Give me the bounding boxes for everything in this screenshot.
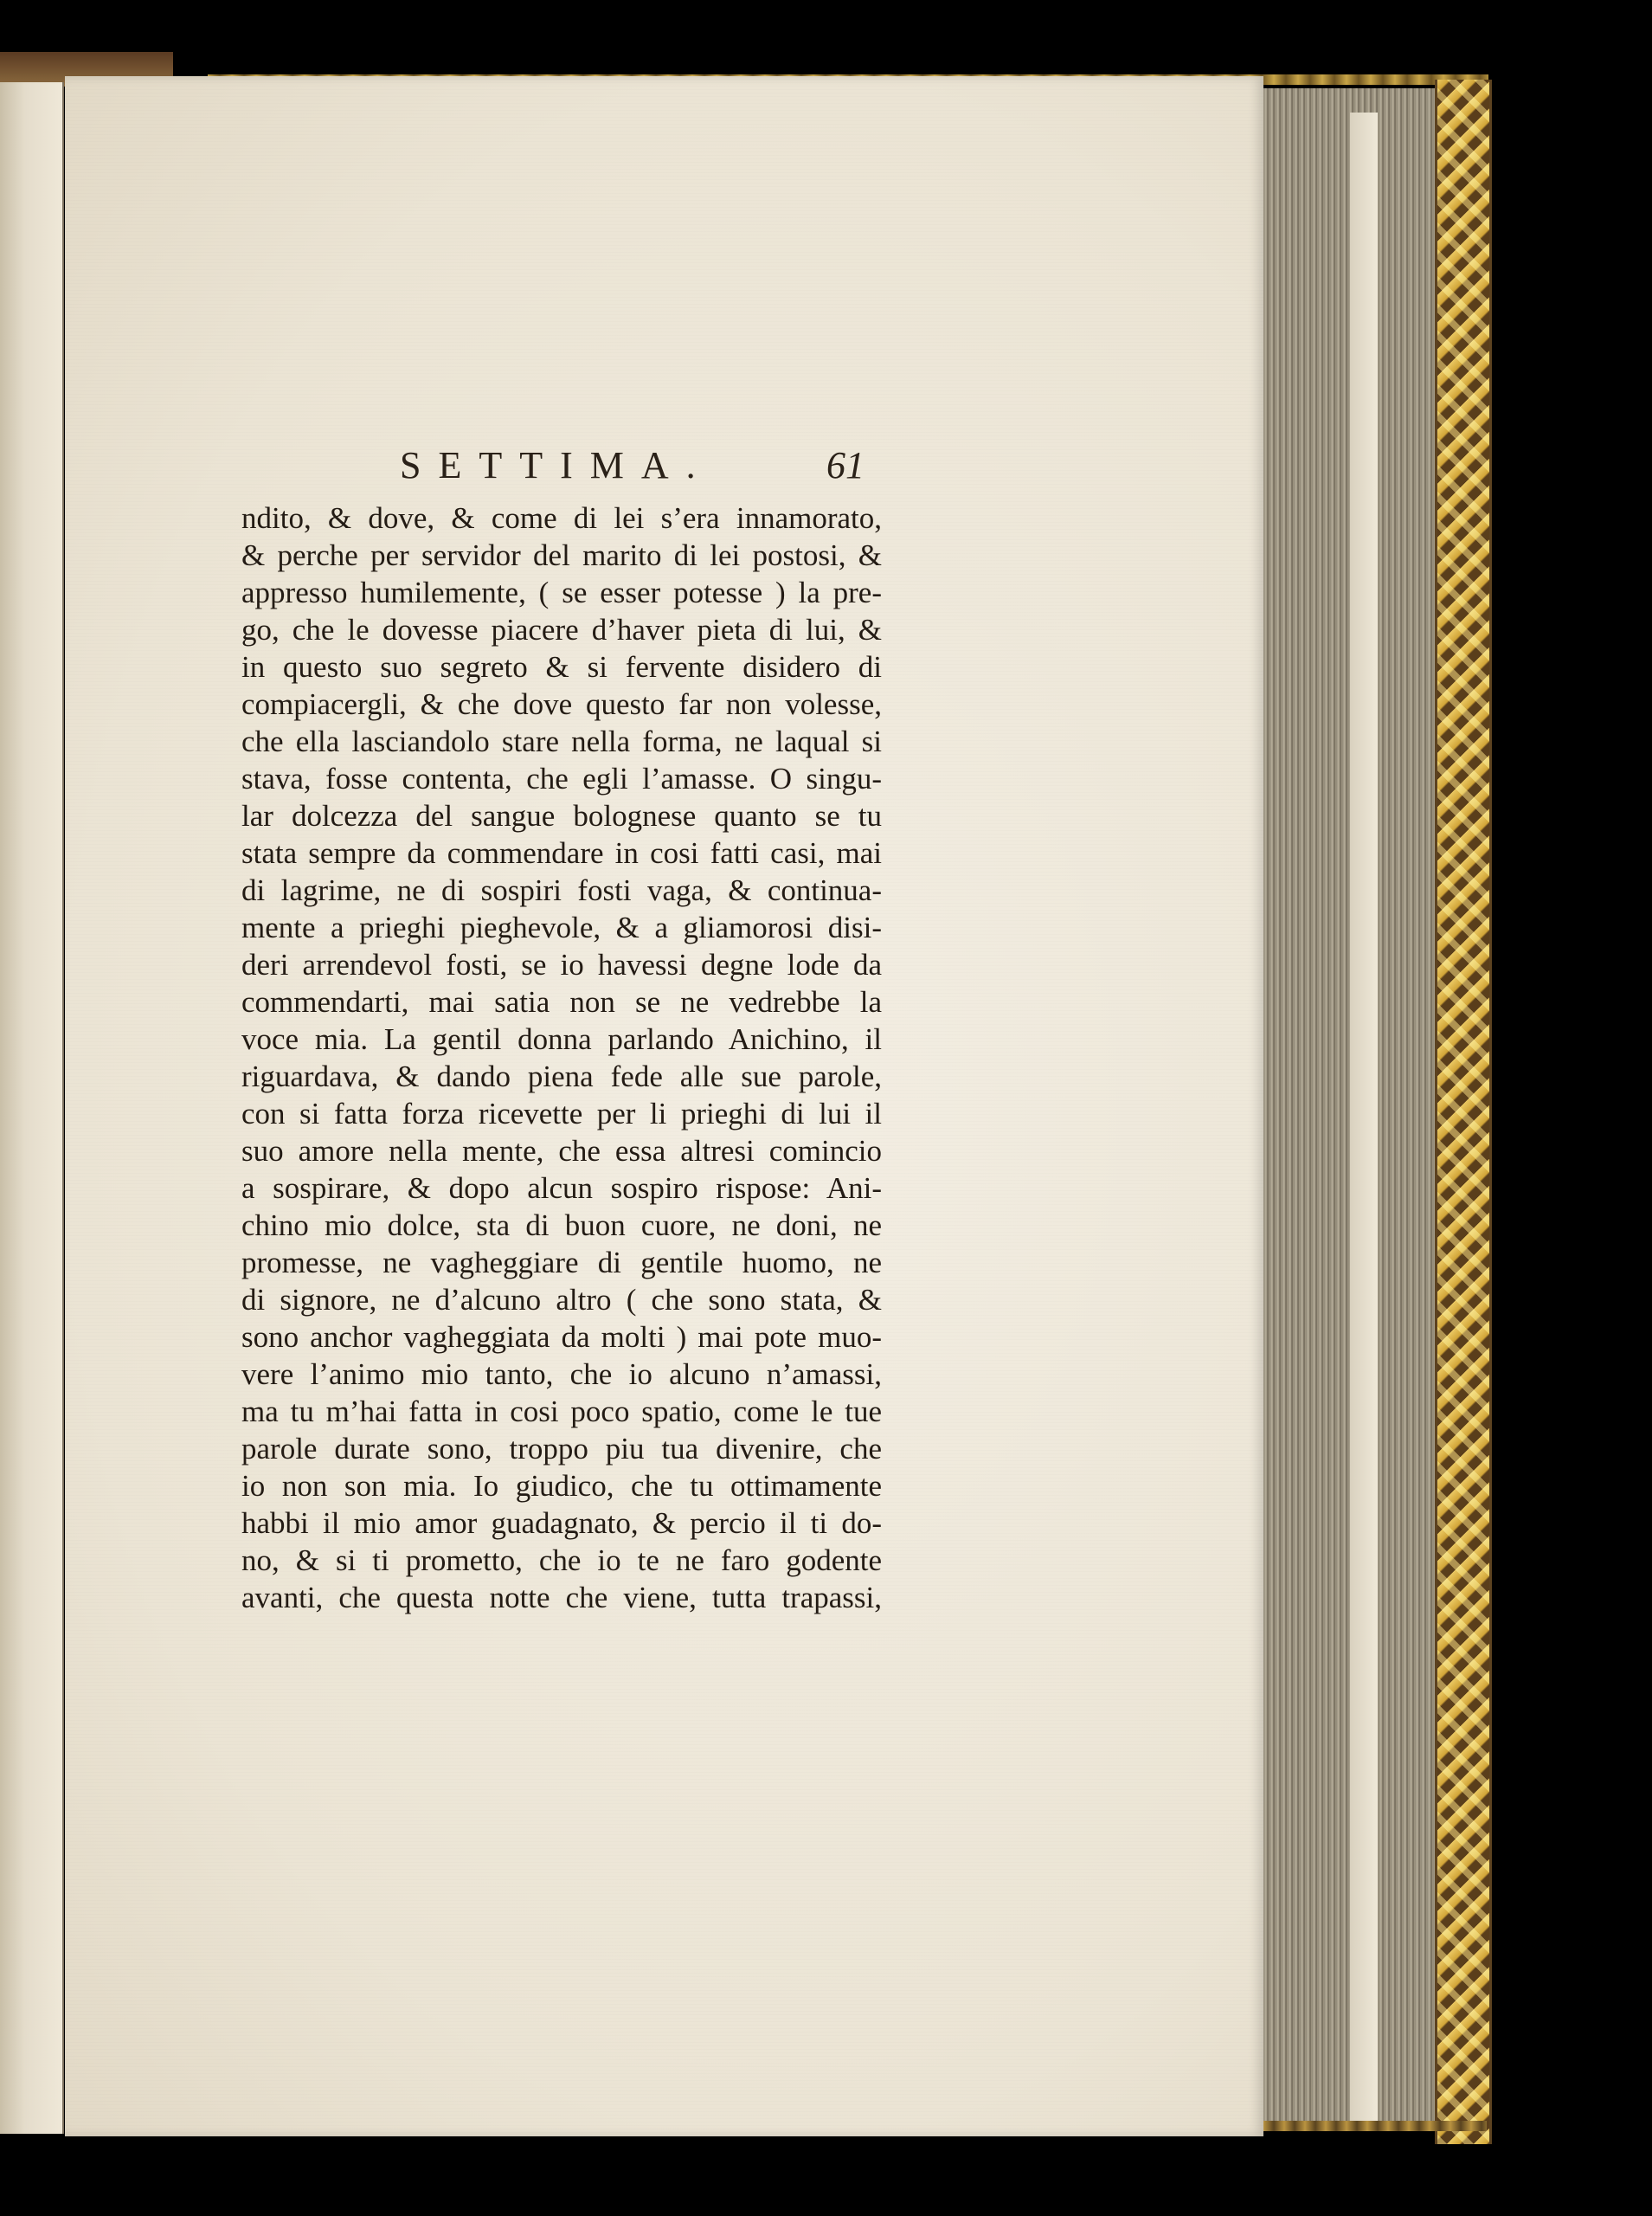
text-line: habbi il mio amor guadagnato, & percio il ti do-	[241, 1506, 882, 1540]
text-line: avanti, che questa notte che viene, tutta trapassi,	[241, 1581, 882, 1614]
text-line: di signore, ne d’alcuno altro ( che sono stata, &	[241, 1283, 882, 1317]
text-line: go, che le dovesse piacere d’haver pieta di lui, &	[241, 613, 882, 647]
text-line: riguardava, & dando piena fede alle sue parole,	[241, 1060, 882, 1093]
running-head	[400, 443, 884, 495]
previous-page-edge	[0, 82, 64, 2134]
text-line: stava, fosse contenta, che egli l’amasse. O singu-	[241, 762, 882, 796]
text-line: compiacergli, & che dove questo far non volesse,	[241, 687, 882, 721]
text-line: promesse, ne vagheggiare di gentile huomo, ne	[241, 1246, 882, 1279]
text-line: a sospirare, & dopo alcun sospiro rispose: Ani-	[241, 1171, 882, 1205]
text-line: stata sempre da commendare in cosi fatti casi, mai	[241, 836, 882, 870]
text-line: di lagrime, ne di sospiri fosti vaga, & continua-	[241, 873, 882, 907]
text-line: mente a prieghi pieghevole, & a gliamorosi disi-	[241, 911, 882, 944]
text-line: no, & si ti prometto, che io te ne faro godente	[241, 1543, 882, 1577]
gilt-tooled-cover-edge	[1435, 80, 1492, 2144]
page-number: 61	[826, 444, 865, 486]
text-line: commendarti, mai satia non se ne vedrebbe la	[241, 985, 882, 1019]
bottom-gilt-edge	[1263, 2121, 1487, 2131]
text-line: chino mio dolce, sta di buon cuore, ne doni, ne	[241, 1208, 882, 1242]
text-line: che ella lasciandolo stare nella forma, ne laqual si	[241, 725, 882, 758]
text-line: vere l’animo mio tanto, che io alcuno n’amassi,	[241, 1357, 882, 1391]
text-line: suo amore nella mente, che essa altresi comincio	[241, 1134, 882, 1168]
text-line: in questo suo segreto & si fervente disidero di	[241, 650, 882, 684]
text-line: con si fatta forza ricevette per li prieghi di lui il	[241, 1097, 882, 1131]
page-block-highlight	[1350, 113, 1378, 2129]
text-line: lar dolcezza del sangue bolognese quanto se tu	[241, 799, 882, 833]
text-line: io non son mia. Io giudico, che tu ottimamente	[241, 1469, 882, 1503]
text-line: & perche per servidor del marito di lei postosi, &	[241, 538, 882, 572]
text-line: ndito, & dove, & come di lei s’era innamorato,	[241, 501, 882, 535]
text-line: voce mia. La gentil donna parlando Anichino, il	[241, 1022, 882, 1056]
text-line: appresso humilemente, ( se esser potesse ) la pre-	[241, 576, 882, 609]
text-line: parole durate sono, troppo piu tua divenire, che	[241, 1432, 882, 1466]
text-line: sono anchor vagheggiata da molti ) mai pote muo-	[241, 1320, 882, 1354]
body-text	[241, 499, 882, 1616]
running-title: SETTIMA.	[400, 444, 713, 486]
text-line: ma tu m’hai fatta in cosi poco spatio, come le tue	[241, 1395, 882, 1428]
text-line: deri arrendevol fosti, se io havessi degne lode da	[241, 948, 882, 982]
